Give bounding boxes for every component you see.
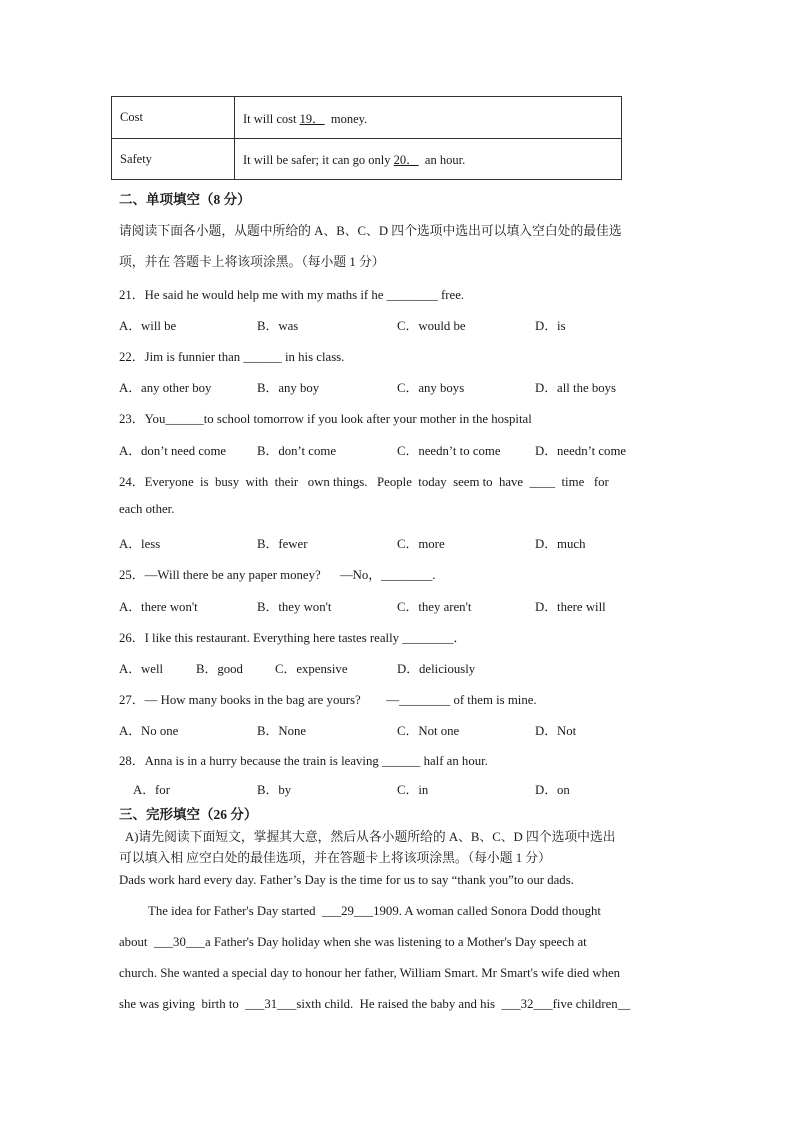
option: A．there won't	[119, 600, 198, 614]
section3-instruction: A)请先阅读下面短文，掌握其大意，然后从各小题所给的 A、B、C、D 四个选项中选出	[125, 830, 616, 844]
option: B．by	[257, 783, 292, 797]
option: A．well	[119, 662, 164, 676]
section2-heading: 二、单项填空（8 分）	[119, 192, 251, 207]
question-22: 22．Jim is funnier than ______ in his class.	[119, 350, 345, 364]
table-cell-label: Cost	[112, 97, 235, 139]
section2-instruction: 请阅读下面各小题，从题中所给的 A、B、C、D 四个选项中选出可以填入空白处的最佳选	[119, 224, 622, 238]
option: D．on	[535, 783, 570, 797]
table-row	[112, 97, 622, 139]
question-23: 23．You______to school tomorrow if you look after your mother in the hospital	[119, 412, 532, 426]
blank-29: ___29___	[321, 904, 374, 918]
question-27: 27．— How many books in the bag are yours? —________ of them is mine.	[119, 693, 537, 707]
option: D．all the boys	[535, 381, 617, 395]
option: B．they won't	[257, 600, 332, 614]
table-cell-value: It will cost 19． money.	[235, 97, 622, 139]
option: C．needn’t to come	[397, 444, 501, 458]
option: A．don’t need come	[119, 444, 227, 458]
option: B．don’t come	[257, 444, 337, 458]
option: C．Not one	[397, 724, 460, 738]
option: D．much	[535, 537, 586, 551]
option: D．is	[535, 319, 566, 333]
question-25: 25．—Will there be any paper money? —No，________.	[119, 568, 436, 582]
blank-32: ___32___	[501, 997, 553, 1011]
option: B．None	[257, 724, 307, 738]
info-table	[111, 96, 622, 180]
option: D．Not	[535, 724, 577, 738]
passage-line: she was giving birth to ___31___sixth child. He raised the baby and his ___32___five children__	[119, 997, 631, 1011]
table-row	[112, 139, 622, 180]
option: C．expensive	[275, 662, 348, 676]
option: A．will be	[119, 319, 177, 333]
question-21: 21．He said he would help me with my maths if he ________ free.	[119, 288, 465, 302]
option: C．would be	[397, 319, 466, 333]
table-cell-label: Safety	[112, 139, 235, 180]
option: C．more	[397, 537, 445, 551]
option: D．there will	[535, 600, 606, 614]
option: D．deliciously	[397, 662, 476, 676]
option: C．any boys	[397, 381, 465, 395]
option: B．fewer	[257, 537, 308, 551]
blank-20: 20．	[393, 153, 419, 167]
option: B．any boy	[257, 381, 320, 395]
option: A．any other boy	[119, 381, 212, 395]
blank-19: 19．	[299, 111, 325, 126]
option: A．for	[133, 783, 170, 797]
question-24: 24．Everyone is busy with their own things. People today seem to have ____ time for	[119, 475, 609, 489]
passage-line: about ___30___a Father's Day holiday when she was listening to a Mother's Day speech at	[119, 935, 587, 949]
option: B．was	[257, 319, 299, 333]
blank-31: ___31___	[245, 997, 297, 1011]
passage-intro: Dads work hard every day. Father’s Day is the time for us to say “thank you”to our dads.	[119, 873, 574, 887]
option: D．needn’t come	[535, 444, 627, 458]
option: B．good	[196, 662, 243, 676]
section3-heading: 三、完形填空（26 分）	[119, 807, 258, 822]
section3-instruction: 可以填入相 应空白处的最佳选项，并在答题卡上将该项涂黑。（每小题 1 分）	[119, 851, 551, 865]
table-cell-value: It will be safer; it can go only 20． an hour.	[235, 139, 622, 180]
passage-line: church. She wanted a special day to honour her father, William Smart. Mr Smart's wife died when	[119, 966, 621, 980]
option: A．less	[119, 537, 161, 551]
question-28: 28．Anna is in a hurry because the train is leaving ______ half an hour.	[119, 754, 488, 768]
section2-instruction: 项，并在 答题卡上将该项涂黑。（每小题 1 分）	[119, 255, 385, 269]
option: A．No one	[119, 724, 179, 738]
blank-30: ___30___	[153, 935, 206, 949]
question-26: 26．I like this restaurant. Everything here tastes really ________．	[119, 631, 467, 645]
option: C．in	[397, 783, 429, 797]
option: C．they aren't	[397, 600, 472, 614]
question-24-cont: each other.	[119, 502, 175, 516]
passage-line: The idea for Father's Day started ___29___1909. A woman called Sonora Dodd thought	[148, 904, 601, 918]
